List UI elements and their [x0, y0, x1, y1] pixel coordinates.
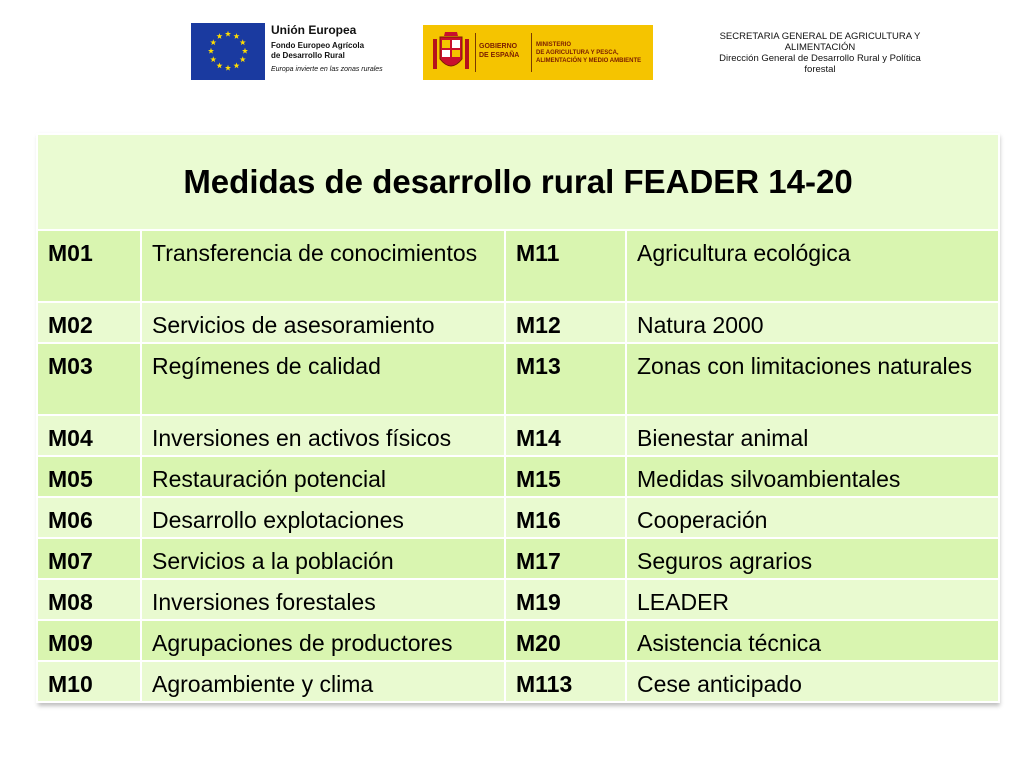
eu-star [216, 63, 222, 69]
measure-name: Seguros agrarios [626, 538, 999, 579]
gov-name-line2: DE ESPAÑA [479, 52, 520, 59]
measure-code: M16 [505, 497, 626, 538]
measure-code: M10 [37, 661, 141, 702]
ministry-line3: ALIMENTACIÓN Y MEDIO AMBIENTE [536, 58, 642, 64]
measure-code: M20 [505, 620, 626, 661]
measure-code: M01 [37, 230, 141, 302]
table-row [37, 343, 999, 415]
measure-name: LEADER [626, 579, 999, 620]
measure-code: M15 [505, 456, 626, 497]
department-line1: SECRETARIA GENERAL DE AGRICULTURA Y [719, 31, 921, 42]
measure-name: Transferencia de conocimientos [141, 230, 505, 302]
eu-star [233, 33, 239, 39]
measure-code: M07 [37, 538, 141, 579]
measure-name: Restauración potencial [141, 456, 505, 497]
measure-name: Agroambiente y clima [141, 661, 505, 702]
measure-code: M13 [505, 343, 626, 415]
gov-name [479, 42, 539, 60]
measure-name: Regímenes de calidad [141, 343, 505, 415]
table-row [37, 415, 999, 456]
eu-logo-text [271, 23, 406, 75]
eu-feader-logo [191, 23, 403, 83]
table-row [37, 497, 999, 538]
table-row [37, 661, 999, 702]
table-row [37, 456, 999, 497]
measures-table [36, 133, 1000, 703]
measure-name: Inversiones en activos físicos [141, 415, 505, 456]
measure-name: Natura 2000 [626, 302, 999, 343]
measure-code: M113 [505, 661, 626, 702]
ministry-line2: DE AGRICULTURA Y PESCA, [536, 50, 619, 56]
table-row [37, 302, 999, 343]
measure-name: Agrupaciones de productores [141, 620, 505, 661]
table-row [37, 230, 999, 302]
measure-code: M19 [505, 579, 626, 620]
eu-flag-icon [191, 23, 265, 80]
department-line3: Dirección General de Desarrollo Rural y Política [719, 53, 921, 64]
measure-code: M12 [505, 302, 626, 343]
eu-star [242, 48, 248, 54]
measure-name: Inversiones forestales [141, 579, 505, 620]
eu-fund-line2: de Desarrollo Rural [271, 51, 345, 60]
eu-star [225, 31, 231, 37]
table-row [37, 579, 999, 620]
measure-code: M09 [37, 620, 141, 661]
eu-motto: Europa invierte en las zonas rurales [271, 66, 383, 73]
ministry-line1: MINISTERIO [536, 42, 572, 48]
measure-code: M02 [37, 302, 141, 343]
department-line4: forestal [804, 64, 836, 75]
measure-name: Cese anticipado [626, 661, 999, 702]
measure-code: M14 [505, 415, 626, 456]
gobierno-espana-logo [423, 25, 653, 80]
table-row [37, 620, 999, 661]
eu-star [210, 39, 216, 45]
measure-code: M03 [37, 343, 141, 415]
eu-fund-line1: Fondo Europeo Agrícola [271, 41, 365, 50]
measure-name: Medidas silvoambientales [626, 456, 999, 497]
gov-logo-divider [475, 33, 476, 72]
measure-code: M11 [505, 230, 626, 302]
ministry-name [536, 41, 653, 65]
eu-star [225, 65, 231, 71]
department-line2: ALIMENTACIÓN [784, 42, 856, 53]
eu-star [233, 63, 239, 69]
eu-star [240, 56, 246, 62]
gov-logo-divider [531, 33, 532, 72]
measure-name: Cooperación [626, 497, 999, 538]
measure-name: Servicios a la población [141, 538, 505, 579]
measures-table-container [36, 133, 998, 703]
eu-star [208, 48, 214, 54]
eu-star [240, 39, 246, 45]
measure-name: Bienestar animal [626, 415, 999, 456]
measure-code: M04 [37, 415, 141, 456]
measure-code: M17 [505, 538, 626, 579]
measure-name: Servicios de asesoramiento [141, 302, 505, 343]
gov-name-line1: GOBIERNO [479, 43, 518, 50]
eu-star [216, 33, 222, 39]
measure-name: Agricultura ecológica [626, 230, 999, 302]
measure-name: Zonas con limitaciones naturales [626, 343, 999, 415]
eu-star [210, 56, 216, 62]
department-header [700, 31, 940, 75]
measure-code: M06 [37, 497, 141, 538]
table-title: Medidas de desarrollo rural FEADER 14-20 [37, 134, 999, 230]
measure-code: M08 [37, 579, 141, 620]
table-title-row [37, 134, 999, 230]
eu-title: Unión Europea [271, 23, 357, 37]
measure-code: M05 [37, 456, 141, 497]
coat-of-arms-icon [431, 31, 471, 75]
measure-name: Desarrollo explotaciones [141, 497, 505, 538]
table-row [37, 538, 999, 579]
measure-name: Asistencia técnica [626, 620, 999, 661]
